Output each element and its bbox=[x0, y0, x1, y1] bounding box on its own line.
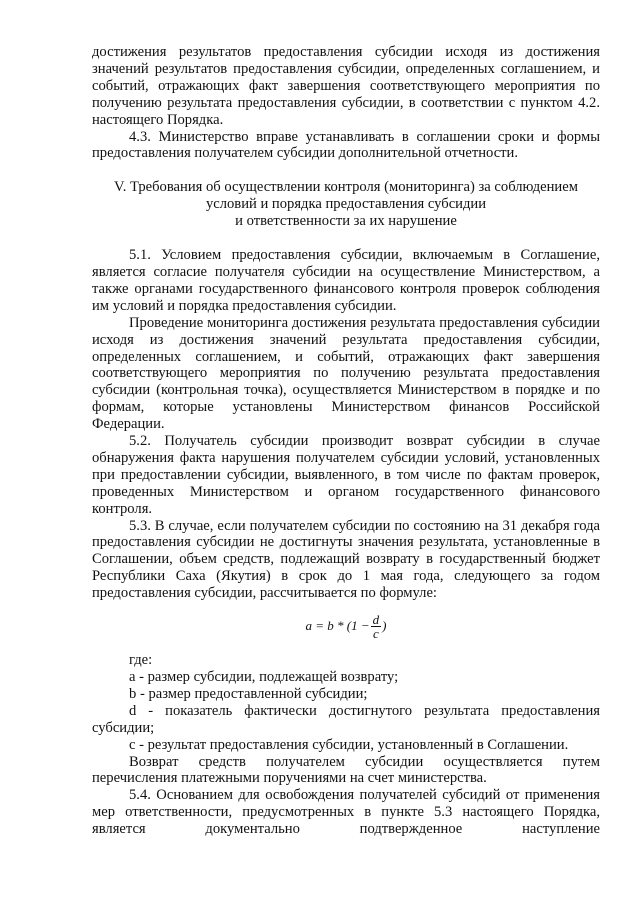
section-heading-line-3: и ответственности за их нарушение bbox=[235, 213, 457, 230]
formula-lhs: a = b * (1 − bbox=[305, 617, 370, 633]
definition-c: с - результат предоставления субсидии, установленный в Соглашении. bbox=[129, 736, 569, 753]
paragraph-5-2: 5.2. Получатель субсидии производит возврат субсидии в случае обнаружения факта нарушения получателем субсидии условий, установленных при предоставлении субсидии, выявленного, в том числе по фактам проверок, проведенных Министерством и органом государственного финансового контроля. bbox=[92, 433, 600, 517]
formula-numerator: d bbox=[372, 611, 380, 627]
paragraph-5-4: 5.4. Основанием для освобождения получателей субсидий от применения мер ответственности, предусмотренных в пункте 5.3 настоящего Порядка, является документально подтвержденное наступление bbox=[92, 787, 600, 838]
paragraph-4-3: 4.3. Министерство вправе устанавливать в соглашении сроки и формы предоставления получателем субсидии дополнительной отчетности. bbox=[92, 128, 600, 162]
section-heading-line-1: V. Требования об осуществлении контроля (мониторинга) за соблюдением bbox=[114, 179, 578, 196]
spacer bbox=[92, 162, 600, 179]
paragraph-5-1: 5.1. Условием предоставления субсидии, включаемым в Соглашение, является согласие получателя субсидии на осуществление Министерством, а также органами государственного финансового контроля проверок соблюдения им условий и порядка предоставления субсидии. bbox=[92, 247, 600, 314]
formula-denominator: c bbox=[373, 625, 379, 641]
definition-b: b - размер предоставленной субсидии; bbox=[129, 685, 368, 702]
definition-d: d - показатель фактически достигнутого результата предоставления субсидии; bbox=[92, 702, 600, 736]
paragraph-continuation-4-2: достижения результатов предоставления субсидии исходя из достижения значений результатов предоставления субсидии, определенных соглашением, и событий, отражающих факт завершения соответствующего мероприятия по получению результата предоставления субсидии, в соответствии с пунктом 4.2. настоящего Порядка. bbox=[92, 44, 600, 128]
spacer bbox=[92, 230, 600, 247]
paragraph-refund: Возврат средств получателем субсидии осуществляется путем перечисления платежными поручениями на счет министерства. bbox=[92, 753, 600, 787]
section-heading-line-2: условий и порядка предоставления субсидии bbox=[205, 196, 487, 213]
definitions-intro: где: bbox=[129, 652, 153, 669]
paragraph-monitoring: Проведение мониторинга достижения результата предоставления субсидии исходя из достижения значений результата предоставления субсидии, определенных соглашением, и событий, отражающих факт завершения соответствующего мероприятия по получению результата предоставления субсидии (контрольная точка), осуществляется Министерством в порядке и по формам, которые установлены Министерством финансов Российской Федерации. bbox=[92, 314, 600, 433]
paragraph-5-3: 5.3. В случае, если получателем субсидии по состоянию на 31 декабря года предоставления субсидии не достигнуты значения результата, установленные в Соглашении, объем средств, подлежащий возврату в государственный бюджет Республики Саха (Якутия) в срок до 1 мая года, следующего за годом предоставления субсидии, рассчитывается по формуле: bbox=[92, 517, 600, 602]
formula-fraction bbox=[371, 613, 382, 640]
definition-a: а - размер субсидии, подлежащей возврату; bbox=[129, 669, 399, 685]
formula-close: ) bbox=[382, 617, 387, 633]
refund-formula bbox=[92, 606, 600, 646]
